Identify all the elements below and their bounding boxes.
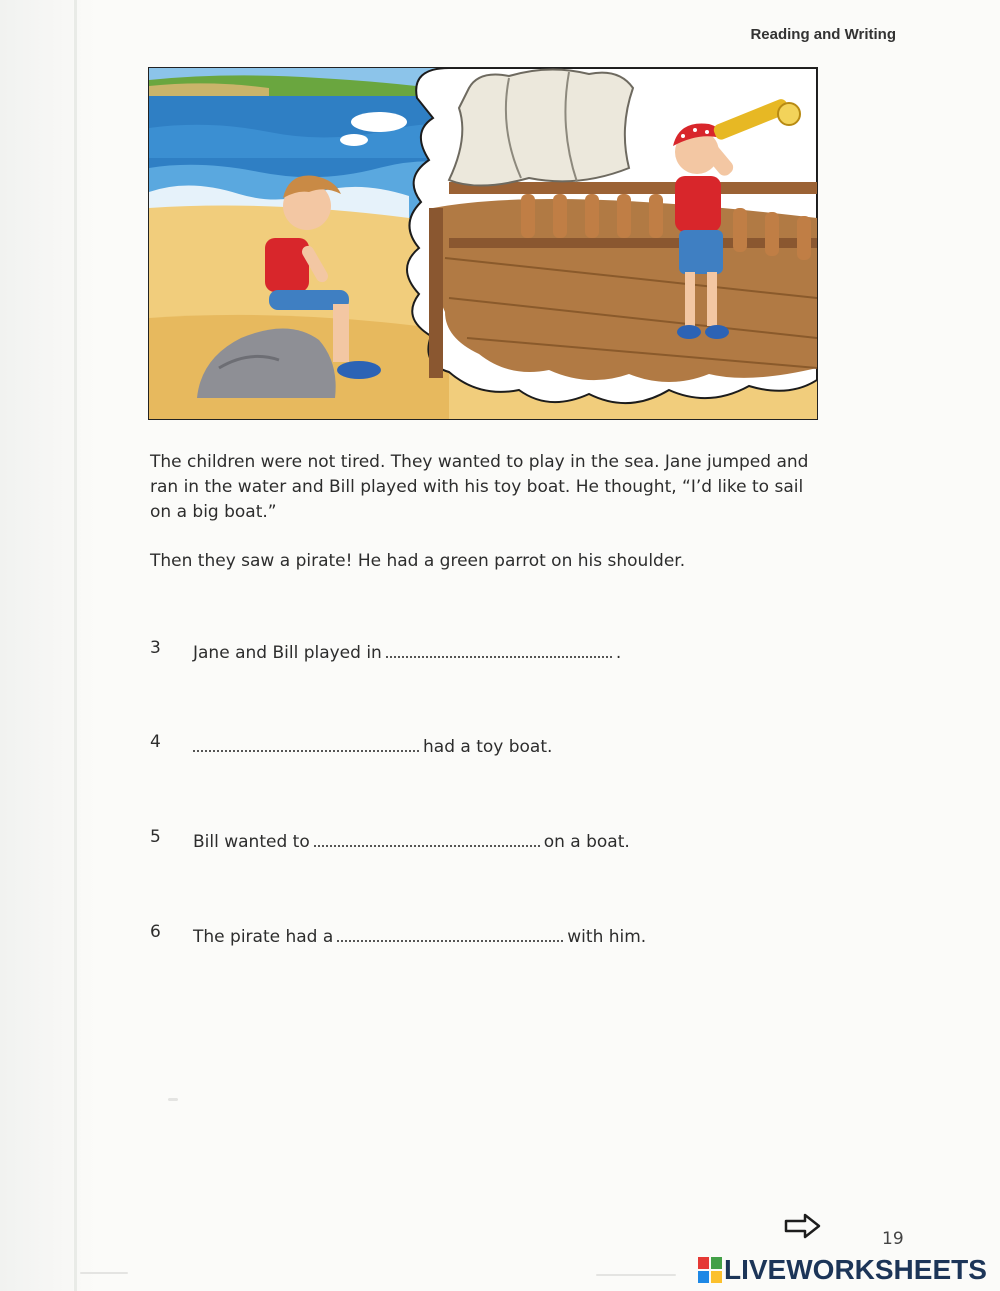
answer-blank[interactable] xyxy=(314,827,540,847)
scan-speck xyxy=(596,1274,676,1276)
question-number: 4 xyxy=(150,732,161,752)
story-paragraph-2: Then they saw a pirate! He had a green parrot on his shoulder. xyxy=(150,551,686,571)
question-suffix: . xyxy=(615,643,622,663)
question-prefix: Jane and Bill played in xyxy=(193,643,382,663)
answer-blank[interactable] xyxy=(193,732,419,752)
running-head: Reading and Writing xyxy=(750,26,896,43)
question-number: 5 xyxy=(150,827,161,847)
story-illustration xyxy=(148,67,818,420)
question-suffix: on a boat. xyxy=(543,832,630,852)
question-number: 3 xyxy=(150,638,161,658)
story-paragraph-1: The children were not tired. They wanted to play in the sea. Jane jumped and ran in the water and Bill played with his toy boat. He thought, “I’d like to sail on a big boat.” xyxy=(150,452,809,522)
question-suffix: with him. xyxy=(567,927,647,947)
liveworksheets-logo-icon xyxy=(698,1257,722,1283)
question-text xyxy=(193,638,621,663)
answer-blank[interactable] xyxy=(337,922,563,942)
watermark-text: LIVEWORKSHEETS xyxy=(724,1254,987,1285)
question-prefix: The pirate had a xyxy=(193,927,334,947)
page-number: 19 xyxy=(882,1229,904,1249)
scan-speck xyxy=(168,1098,178,1101)
page-spine-line xyxy=(74,0,77,1291)
question-text xyxy=(193,922,646,947)
question-suffix: had a toy boat. xyxy=(423,737,553,757)
scan-speck xyxy=(80,1272,128,1274)
question-number: 6 xyxy=(150,922,161,942)
question-text xyxy=(193,827,630,852)
answer-blank[interactable] xyxy=(386,638,612,658)
arrow-right-icon[interactable] xyxy=(783,1212,823,1244)
question-text xyxy=(193,732,552,757)
question-prefix: Bill wanted to xyxy=(193,832,310,852)
page-spine-shadow xyxy=(0,0,96,1291)
